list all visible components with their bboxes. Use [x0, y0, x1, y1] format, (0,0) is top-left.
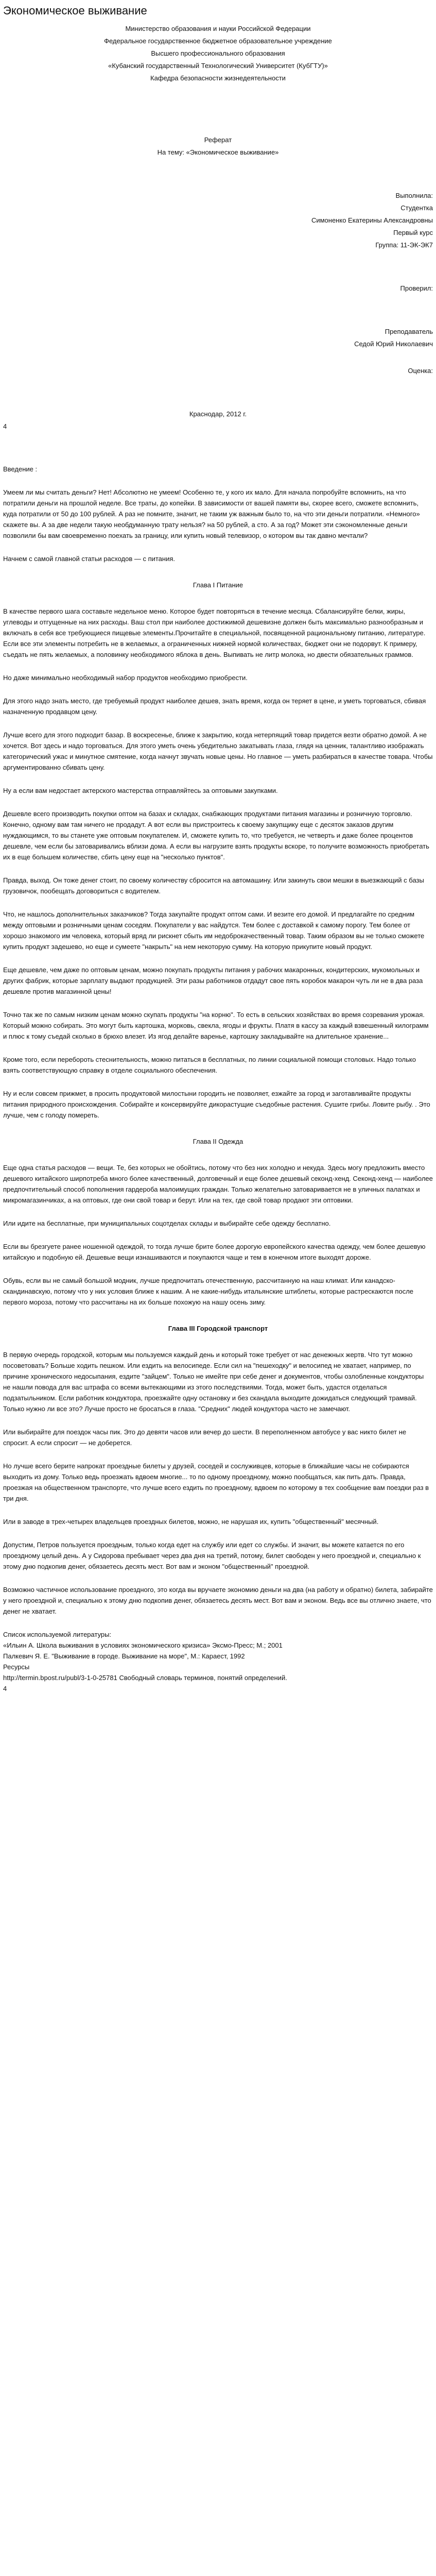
paragraph: Если вы брезгуете ранее ношенной одеждой, то тогда лучше брите более дорогую европейского качества одежду, чем более дешевую китайскую и подобную ей. Дешевые вещи изнашиваются и покупаются чаще и тем в конечном итоге выходят дороже. [3, 1243, 426, 1261]
paragraph: В качестве первого шага составьте недельное меню. Которое будет повторяться в течение месяца. Сбалансируйте белки, жиры, углеводы и отгущенные на них расходы. Ваш стол при наиболее достижимой дешевизне должен быть максимально разнообразным и включать в себя все требующиеся пищевые элементы.Прочитайте в специальной, посвященной рациональному питанию, литературе. Если все эти элементы потребить не в желаемых, а ограниченных нижней нормой количествах, бюджет они не подорвут. К примеру, съедать не пять желаемых, а половинку необходимого яблока в день. Выпивать не литр молока, но двести обязательных граммов. [3, 607, 426, 658]
performed-label: Выполнила: [395, 192, 433, 199]
paragraph: Или идите на бесплатные, при муниципальных соцотделах склады и выбирайте себе одежду бесплатно. [3, 1219, 331, 1227]
paragraph: Ну а если вам недостает актерского мастерства отправляйтесь за оптовыми закупками. [3, 787, 278, 794]
paragraph: Умеем ли мы считать деньги? Нет! Абсолютно не умеем! Особенно те, у кого их мало. Для начала попробуйте вспомнить, на что потратили деньги на прошлой неделе. Все траты, до копейки. В зависимости от вашей памяти вы, скорее всего, сможете вспомнить, куда потратили от 50 до 100 рублей. А раз не помните, значит, не таким уж важным было то, на что эти деньги потратили. «Немного» скажете вы. А за две недели такую необдуманную трату нельзя? на 50 рублей, а сто. А за год? Может эти сэкономленные деньги позволили бы вам своевременно поехать за границу, или купить новый телевизор, о котором вы так давно мечтали? [3, 488, 420, 539]
paragraph: Еще дешевле, чем даже по оптовым ценам, можно покупать продукты питания у рабочих макаронных, кондитерских, мукомольных и других фабрик, которые зарплату выдают продукцией. Эти разы работников отдадут свое пять коробок макарон чуть ли не в два раза дешевле против магазинной цены! [3, 966, 423, 995]
group: Группа: 11-ЭК-ЭК7 [375, 241, 433, 249]
paragraph: Кроме того, если перебороть стеснительность, можно питаться в бесплатных, по линии социальной помощи столовых. Надо только взять соответствующую справку в отделе социального обеспечения. [3, 1056, 416, 1074]
course: Первый курс [393, 229, 433, 236]
introduction-section [3, 464, 433, 564]
page-number: 4 [3, 1685, 7, 1692]
city-year: Краснодар, 2012 г. [189, 410, 247, 418]
student-name: Симоненко Екатерины Александровны [311, 216, 433, 224]
paragraph: В первую очередь городской, которым мы пользуемся каждый день и который тоже требует от нас денежных жертв. Что тут можно посоветовать? Больше ходить пешком. Или ездить на велосипеде. Если сил на "пешеходку" и велосипед не хватает, например, по причине хронического недосыпания, ездите "зайцем". Только не имейте при себе денег и документов, чтобы озлобленные кондукторы не нашли повода для вас штрафа со всеми вытекающими из этого последствиями. Тогда, может быть, удастся отделаться подзатыльником. Если работник кондуктора, проезжайте одну остановку и без скандала выходите дожидаться следующий трамвай. Только нужно ли все это? Лучше просто не бросаться в глаза. "Средних" людей кондуктора часто не замечают. [3, 1351, 424, 1413]
paragraph: Допустим, Петров пользуется проездным, только когда едет на службу или едет со службы. И значит, вы можете катается по его проездному целый день. А у Сидорова пребывает через два дня на третий, потому, билет свободен у него проездной и, специально к этому дню подкопив денег, обязаетесь десять мест. Вот вам и эконом "общественный" проездной. [3, 1541, 421, 1570]
document-content [0, 23, 436, 1694]
page-number: 4 [3, 422, 7, 430]
grade-label: Оценка: [408, 367, 433, 375]
university-line: «Кубанский государственный Технологический Университет (КубГТУ)» [108, 62, 328, 70]
paragraph: Лучше всего для этого подходит базар. В воскресенье, ближе к закрытию, когда нетерпящий товар придется везти обратно домой. А не хочется. Вот здесь и надо торговаться. Для этого уметь очень убедительно закатывать глаза, глядя на ценник, талантливо изображать категорический ужас и минутное смятение, когда начнут звучать новые цены. Но главное — уметь разбираться в качестве товара. Чтобы аргументированно сбивать цену. [3, 731, 433, 771]
work-topic: На тему: «Экономическое выживание» [157, 148, 279, 156]
work-type: Реферат [204, 136, 232, 144]
paragraph: Или в заводе в трех-четырех владельцев проездных билетов, можно, не нарушая их, купить "общественный" месячный. [3, 1518, 379, 1526]
document-title: Экономическое выживание [3, 4, 147, 17]
chapter-1-title: Глава I Питание [193, 581, 243, 589]
references-section [3, 1629, 433, 1694]
paragraph: Возможно частичное использование проездного, это когда вы вручаете экономию деньги на два (на работу и обратно) билета, забирайте у него проездной и, специально к этому дню подкопив денег, обязаетесь десять мест. Вот вам и эконом. Ведь все вы отлично знаете, что денег не хватает. [3, 1586, 433, 1615]
paragraph: Но даже минимально необходимый набор продуктов необходимо приобрести. [3, 674, 248, 682]
teacher-name: Седой Юрий Николаевич [354, 340, 433, 348]
paragraph: Еще одна статья расходов — вещи. Те, без которых не обойтись, потому что без них холодно и некуда. Здесь могу предложить вместо дешевого китайского ширпотреба много более качественный, долговечный и еще более дешевый секонд-хенд. Секонд-хенд — наиболее предпочтительный способ пополнения гардероба малоимущих граждан. Только желательно затоваривается не в уличных палатках и микромагазинчиках, а на оптовых, где они свой товар и берут. Или на тех, где свой товар продают эти оптовики. [3, 1164, 433, 1204]
chapter-3-section [3, 1323, 433, 1617]
paragraph: Точно так же по самым низким ценам можно скупать продукты "на корню". То есть в сельских хозяйствах во время созревания урожая. Который можно собирать. Это могут быть картошка, морковь, свекла, ягоды и фрукты. Платя в кассу за каждый взвешенный килограмм и плюс к тому съедай сколько в брюхо влезет. Из ягод делайте варенье, картошку закладывайте на длительное хранение... [3, 1011, 429, 1040]
paragraph: Или выбирайте для поездок часы пик. Это до девяти часов или вечер до шести. В переполненном автобусе у вас никто билет не спросит. А если спросит — не доберется. [3, 1428, 407, 1447]
ministry-line: Министерство образования и науки Российской Федерации [125, 25, 311, 32]
paragraph: Обувь, если вы не самый большой модник, лучше предпочитать отечественную, рассчитанную на наш климат. Или канадско-скандинавскую, потому что у них условия ближе к нашим. А не какие-нибудь итальянские штиблеты, которые растрескаются после первого мороза, потому что рассчитаны на их больше похожую на нашу осень зиму. [3, 1277, 414, 1306]
department-line: Кафедра безопасности жизнедеятельности [150, 74, 286, 82]
chapter-3-title: Глава III Городской транспорт [168, 1325, 268, 1332]
chapter-1-section [3, 580, 433, 1121]
paragraph: Начнем с самой главной статьи расходов — с питания. [3, 555, 176, 563]
education-level-line: Высшего профессионального образования [151, 49, 285, 57]
teacher-label: Преподаватель [385, 328, 433, 335]
title-page [3, 23, 433, 433]
student-label: Студентка [400, 204, 433, 212]
paragraph: Но лучше всего берите напрокат проездные билеты у друзей, соседей и сослуживцев, которые в ближайшие часы не собираются выходить из дому. Только ведь проезжать вдвоем многие... то по одному проездному, можно пообщаться, как пить дать. Правда, проезжая на общественном транспорте, что лучше всего ездить по проездному, вдвоем по которому в тех сообщение вам поездки раз в три дня. [3, 1462, 429, 1502]
chapter-2-section [3, 1136, 433, 1308]
paragraph: Для этого надо знать место, где требуемый продукт наиболее дешев, знать время, когда он теряет в цене, и уметь торговаться, сбивая назначенную продавцом цену. [3, 697, 426, 716]
references-heading: Список используемой литературы: [3, 1631, 112, 1638]
reference-item: Палкевич Я. Е. "Выживание в городе. Выживание на море", М.: Караест, 1992 [3, 1652, 245, 1660]
paragraph: Что, не нашлось дополнительных заказчиков? Тогда закупайте продукт оптом сами. И везите его домой. И предлагайте по средним между оптовыми и розничными ценам соседям. Покупатели у вас найдутся. Тем более с доставкой к самому порогу. Тем более от хорошо знакомого им человека, который вряд ли рискнет сбыть им недоброкачественный товар. Таким образом вы не только сможете купить продукт задешево, но еще и сумеете "накрыть" на нем некоторую сумму. На которую прикупите новый продукт. [3, 910, 425, 951]
reference-item: «Ильин А. Школа выживания в условиях экономического кризиса» Эксмо-Пресс; М.; 2001 [3, 1641, 283, 1649]
paragraph: Дешевле всего производить покупки оптом на базах и складах, снабжающих продуктами питания магазины и розничную торговлю. Конечно, одному вам там ничего не продадут. А вот если вы пристроитесь к своему закупщику еще с десяток заказов другим нуждающимся, то вы станете уже оптовым покупателем. И, сможете купить то, что требуется, не четверть и даже более процентов дешевле, чем если бы затоваривались вблизи дома. А если вы нагрузите взять продукты вскоре, то получите возможность приобретать их в еще большем количестве, сбить цену еще на "несколько пунктов". [3, 810, 429, 861]
paragraph: Ну и если совсем прижмет, в просить продуктовой милостыни городить не позволяет, езжайте за город и заготавливайте продукты питания природного происхождения. Собирайте и консервируйте дикорастущие съедобные растения. Сушите грибы. Ловите рыбу. . Это лучше, чем с голоду помереть. [3, 1090, 430, 1119]
paragraph: Правда, выход. Он тоже денег стоит, по своему количеству сбросится на автомашину. Или закинуть свои мешки в выезжающий с базы грузовичок, пообещать договориться с водителем. [3, 876, 424, 895]
reference-item: http://termin.bpost.ru/publ/3-1-0-25781 Свободный словарь терминов, понятий определений. [3, 1674, 287, 1682]
reference-item: Ресурсы [3, 1663, 30, 1671]
intro-heading: Введение : [3, 465, 38, 473]
chapter-2-title: Глава II Одежда [193, 1138, 243, 1145]
institution-line: Федеральное государственное бюджетное образовательное учреждение [104, 37, 332, 45]
checked-label: Проверил: [400, 284, 433, 292]
